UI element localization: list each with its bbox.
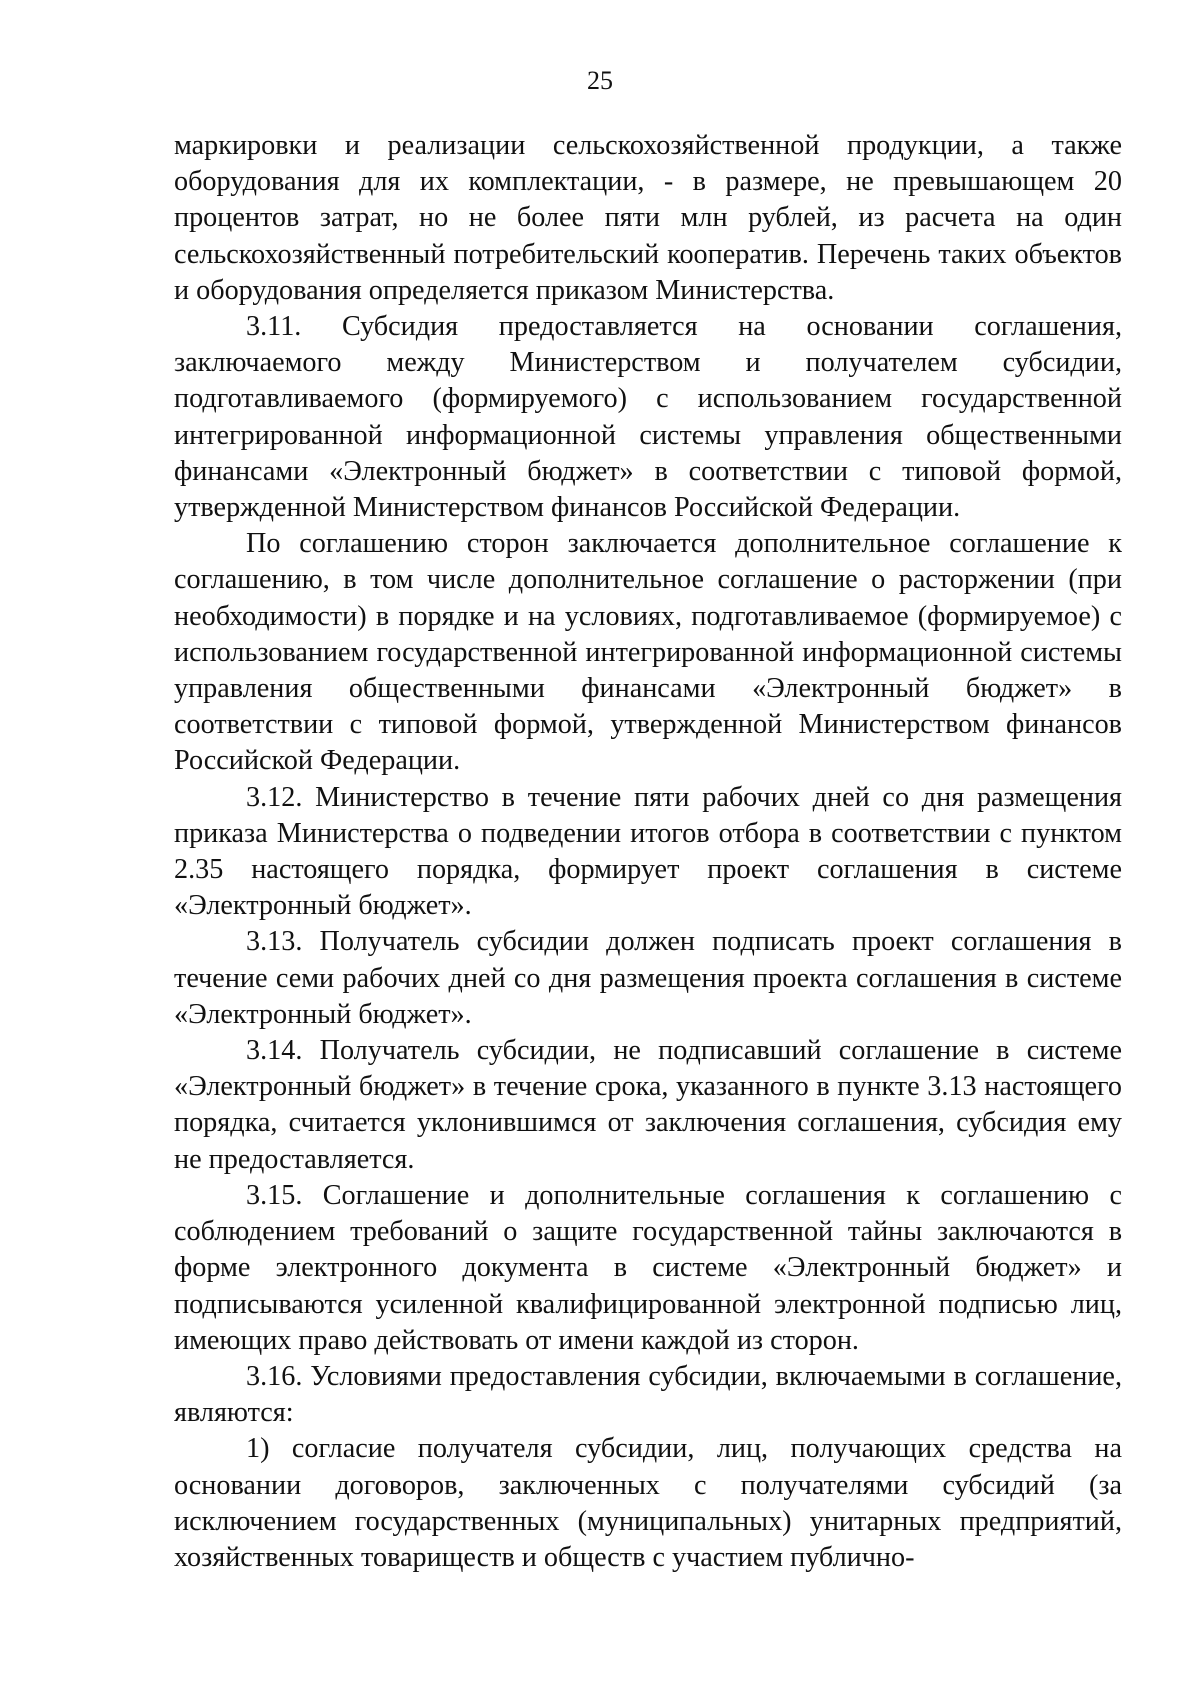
page-number: 25 (587, 66, 613, 95)
paragraph-3-12: 3.12. Министерство в течение пяти рабочих дней со дня размещения приказа Министерства о подведении итогов отбора в соответствии с пунктом 2.35 настоящего порядка, формирует проект соглашения в системе «Электронный бюджет». (174, 781, 1122, 922)
paragraph-3-15: 3.15. Соглашение и дополнительные соглашения к соглашению с соблюдением требований о защите государственной тайны заключаются в форме электронного документа в системе «Электронный бюджет» и подписываются усиленной квалифицированной электронной подписью лиц, имеющих право действовать от имени каждой из сторон. (174, 1179, 1122, 1356)
paragraph-3-14: 3.14. Получатель субсидии, не подписавший соглашение в системе «Электронный бюджет» в течение срока, указанного в пункте 3.13 настоящего порядка, считается уклонившимся от заключения соглашения, субсидия ему не предоставляется. (174, 1035, 1122, 1175)
paragraph-3-13: 3.13. Получатель субсидии должен подписать проект соглашения в течение семи рабочих дней со дня размещения проекта соглашения в системе «Электронный бюджет». (174, 926, 1122, 1030)
document-body (174, 128, 1122, 1576)
paragraph-additional-agreement: По соглашению сторон заключается дополнительное соглашение к соглашению, в том числе дополнительное соглашение о расторжении (при необходимости) в порядке и на условиях, подготавливаемое (формируемое) с использованием государственной интегрированной информационной системы управления общественными финансами «Электронный бюджет» в соответствии с типовой формой, утвержденной Министерством финансов Российской Федерации. (174, 528, 1122, 777)
paragraph-3-16: 3.16. Условиями предоставления субсидии, включаемыми в соглашение, являются: (174, 1360, 1122, 1429)
paragraph-condition-1: 1) согласие получателя субсидии, лиц, получающих средства на основании договоров, заключенных с получателями субсидий (за исключением государственных (муниципальных) унитарных предприятий, хозяйственных товариществ и обществ с участием публично- (174, 1433, 1122, 1573)
paragraph-3-11: 3.11. Субсидия предоставляется на основании соглашения, заключаемого между Министерством и получателем субсидии, подготавливаемого (формируемого) с использованием государственной интегрированной информационной системы управления общественными финансами «Электронный бюджет» в соответствии с типовой формой, утвержденной Министерством финансов Российской Федерации. (174, 311, 1122, 524)
paragraph-continuation: маркировки и реализации сельскохозяйственной продукции, а также оборудования для их комплектации, - в размере, не превышающем 20 процентов затрат, но не более пяти млн рублей, из расчета на один сельскохозяйственный потребительский кооператив. Перечень таких объектов и оборудования определяется приказом Министерства. (174, 130, 1122, 306)
